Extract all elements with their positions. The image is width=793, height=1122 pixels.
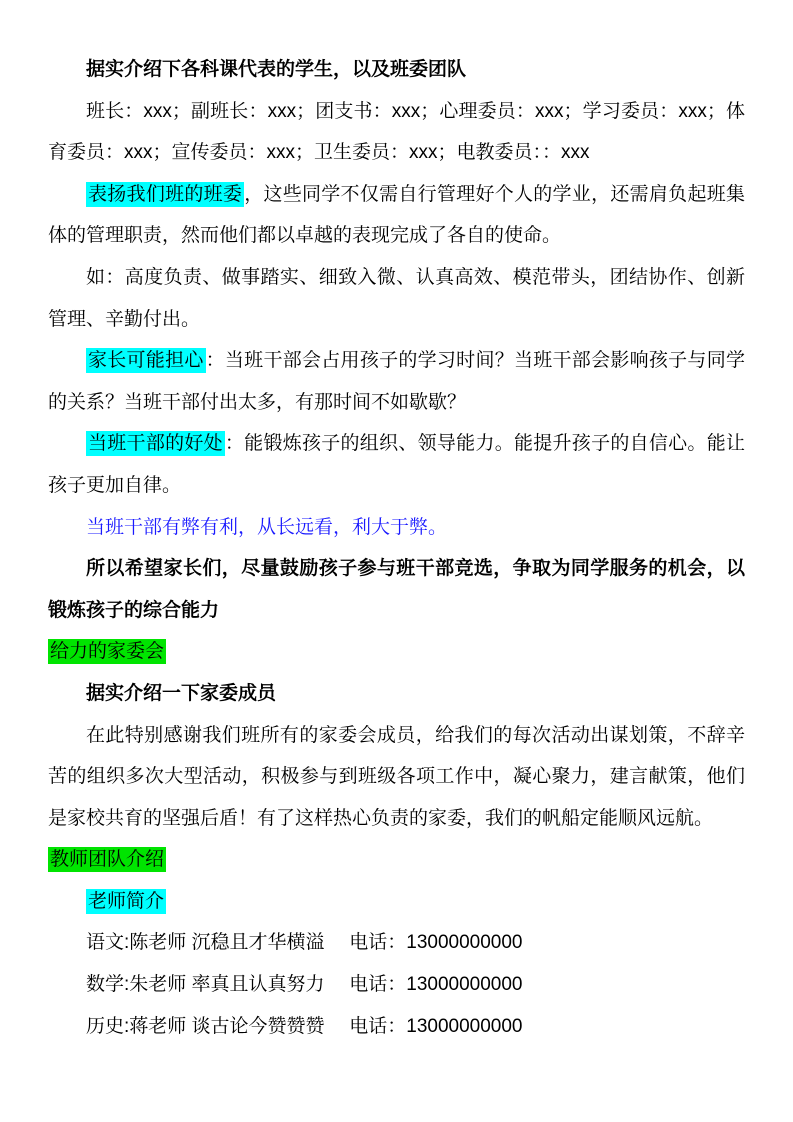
teacher-intro-highlight: 老师简介 [88,890,165,912]
qualities-paragraph: 如：高度负责、做事踏实、细致入微、认真高效、模范带头，团结协作、创新管理、辛勤付出。 [48,266,745,330]
benefit-paragraph [48,423,745,506]
encourage-paragraph: 所以希望家长们，尽量鼓励孩子参与班干部竞选，争取为同学服务的机会，以锻炼孩子的综合能力 [48,558,745,621]
teacher-info: 历史:蒋老师 谈古论今赞赞赞 [86,1015,325,1037]
benefit-highlight: 当班干部的好处 [88,433,223,455]
heading-class-committee: 据实介绍下各科课代表的学生，以及班委团队 [86,59,467,80]
teacher-row-chinese [48,922,745,964]
benefit-text: ：能锻炼孩子的组织、领导能力。能提升孩子的自信心。能让孩子更加自律。 [48,433,745,496]
teacher-phone: 电话：13000000000 [349,974,523,996]
committee-roster-paragraph: 班长：xxx；副班长：xxx；团支书：xxx；心理委员：xxx；学习委员：xxx；体育委员：xxx；宣传委员：xxx；卫生委员：xxx；电教委员：：xxx [48,100,745,164]
worry-highlight: 家长可能担心 [88,350,204,372]
teacher-section-heading [48,839,745,881]
blue-note-paragraph: 当班干部有弊有利，从长远看，利大于弊。 [86,516,448,538]
family-committee-section-highlight: 给力的家委会 [50,641,165,663]
teacher-intro-heading [48,881,745,923]
teacher-row-history [48,1006,745,1048]
praise-highlight: 表扬我们班的班委 [88,183,243,205]
teacher-phone: 电话：13000000000 [349,932,523,954]
family-committee-intro-heading: 据实介绍一下家委成员 [86,682,277,704]
worry-paragraph [48,340,745,423]
praise-text: ，这些同学不仅需自行管理好个人的学业，还需肩负起班集体的管理职责，然而他们都以卓越的表现完成了各自的使命。 [48,183,745,247]
teacher-phone: 电话：13000000000 [349,1015,523,1037]
family-committee-section-heading [48,631,745,673]
family-committee-thanks-paragraph: 在此特别感谢我们班所有的家委会成员，给我们的每次活动出谋划策，不辞辛苦的组织多次大型活动，积极参与到班级各项工作中，凝心聚力，建言献策，他们是家校共育的坚强后盾！有了这样热心负责的家委，我们的帆船定能顺风远航。 [48,724,745,829]
teacher-info: 数学:朱老师 率真且认真努力 [86,974,325,996]
worry-text: ：当班干部会占用孩子的学习时间？当班干部会影响孩子与同学的关系？当班干部付出太多，有那时间不如歇歇？ [48,350,745,413]
teacher-info: 语文:陈老师 沉稳且才华横溢 [86,932,325,954]
praise-paragraph [48,174,745,257]
teacher-section-highlight: 教师团队介绍 [50,849,165,871]
teacher-row-math [48,964,745,1006]
